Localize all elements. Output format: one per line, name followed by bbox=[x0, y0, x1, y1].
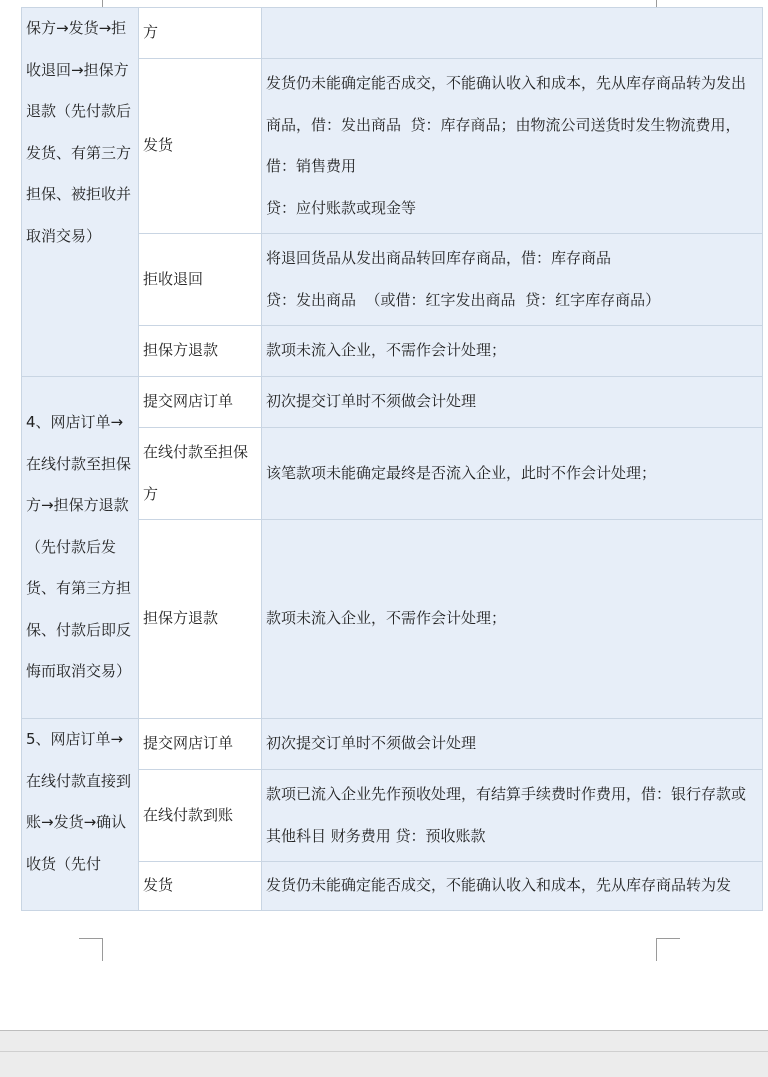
crop-mark-bottom-right-h bbox=[657, 938, 680, 939]
scenario-cell: 5、网店订单→在线付款直接到账→发货→确认收货（先付 bbox=[22, 719, 139, 911]
step-cell: 提交网店订单 bbox=[139, 719, 262, 770]
crop-mark-bottom-left-v bbox=[102, 938, 103, 961]
treatment-cell bbox=[262, 8, 763, 59]
page-gap bbox=[0, 1030, 768, 1077]
treatment-cell: 发货仍未能确定能否成交，不能确认收入和成本，先从库存商品转为发出商品，借：发出商品 贷：库存商品；由物流公司送货时发生物流费用，借：销售费用 贷：应付账款或现金等 bbox=[262, 59, 763, 234]
treatment-cell: 将退回货品从发出商品转回库存商品，借：库存商品 贷：发出商品 （或借：红字发出商品 贷：红字库存商品） bbox=[262, 234, 763, 326]
treatment-cell: 款项未流入企业，不需作会计处理； bbox=[262, 520, 763, 719]
treatment-cell: 款项已流入企业先作预收处理，有结算手续费时作费用，借：银行存款或其他科目 财务费用 贷：预收账款 bbox=[262, 770, 763, 862]
crop-mark-bottom-left-h bbox=[79, 938, 102, 939]
crop-mark-top-left bbox=[102, 0, 103, 7]
table-row bbox=[22, 719, 763, 770]
step-cell: 提交网店订单 bbox=[139, 377, 262, 428]
table-row bbox=[22, 8, 763, 59]
step-cell: 在线付款至担保方 bbox=[139, 428, 262, 520]
accounting-table bbox=[21, 7, 763, 911]
scenario-cell: 4、网店订单→在线付款至担保方→担保方退款（先付款后发货、有第三方担保、付款后即反悔而取消交易） bbox=[22, 377, 139, 719]
treatment-cell: 发货仍未能确定能否成交，不能确认收入和成本，先从库存商品转为发 bbox=[262, 862, 763, 911]
treatment-cell: 该笔款项未能确定最终是否流入企业，此时不作会计处理； bbox=[262, 428, 763, 520]
crop-mark-bottom-right-v bbox=[656, 938, 657, 961]
scenario-cell: 保方→发货→拒收退回→担保方退款（先付款后发货、有第三方担保、被拒收并取消交易） bbox=[22, 8, 139, 377]
step-cell: 发货 bbox=[139, 59, 262, 234]
treatment-cell: 初次提交订单时不须做会计处理 bbox=[262, 719, 763, 770]
table-row bbox=[22, 377, 763, 428]
treatment-cell: 初次提交订单时不须做会计处理 bbox=[262, 377, 763, 428]
step-cell: 担保方退款 bbox=[139, 326, 262, 377]
step-cell: 方 bbox=[139, 8, 262, 59]
crop-mark-top-right bbox=[656, 0, 657, 7]
step-cell: 担保方退款 bbox=[139, 520, 262, 719]
step-cell: 拒收退回 bbox=[139, 234, 262, 326]
step-cell: 在线付款到账 bbox=[139, 770, 262, 862]
step-cell: 发货 bbox=[139, 862, 262, 911]
treatment-cell: 款项未流入企业，不需作会计处理； bbox=[262, 326, 763, 377]
divider bbox=[0, 1051, 768, 1052]
